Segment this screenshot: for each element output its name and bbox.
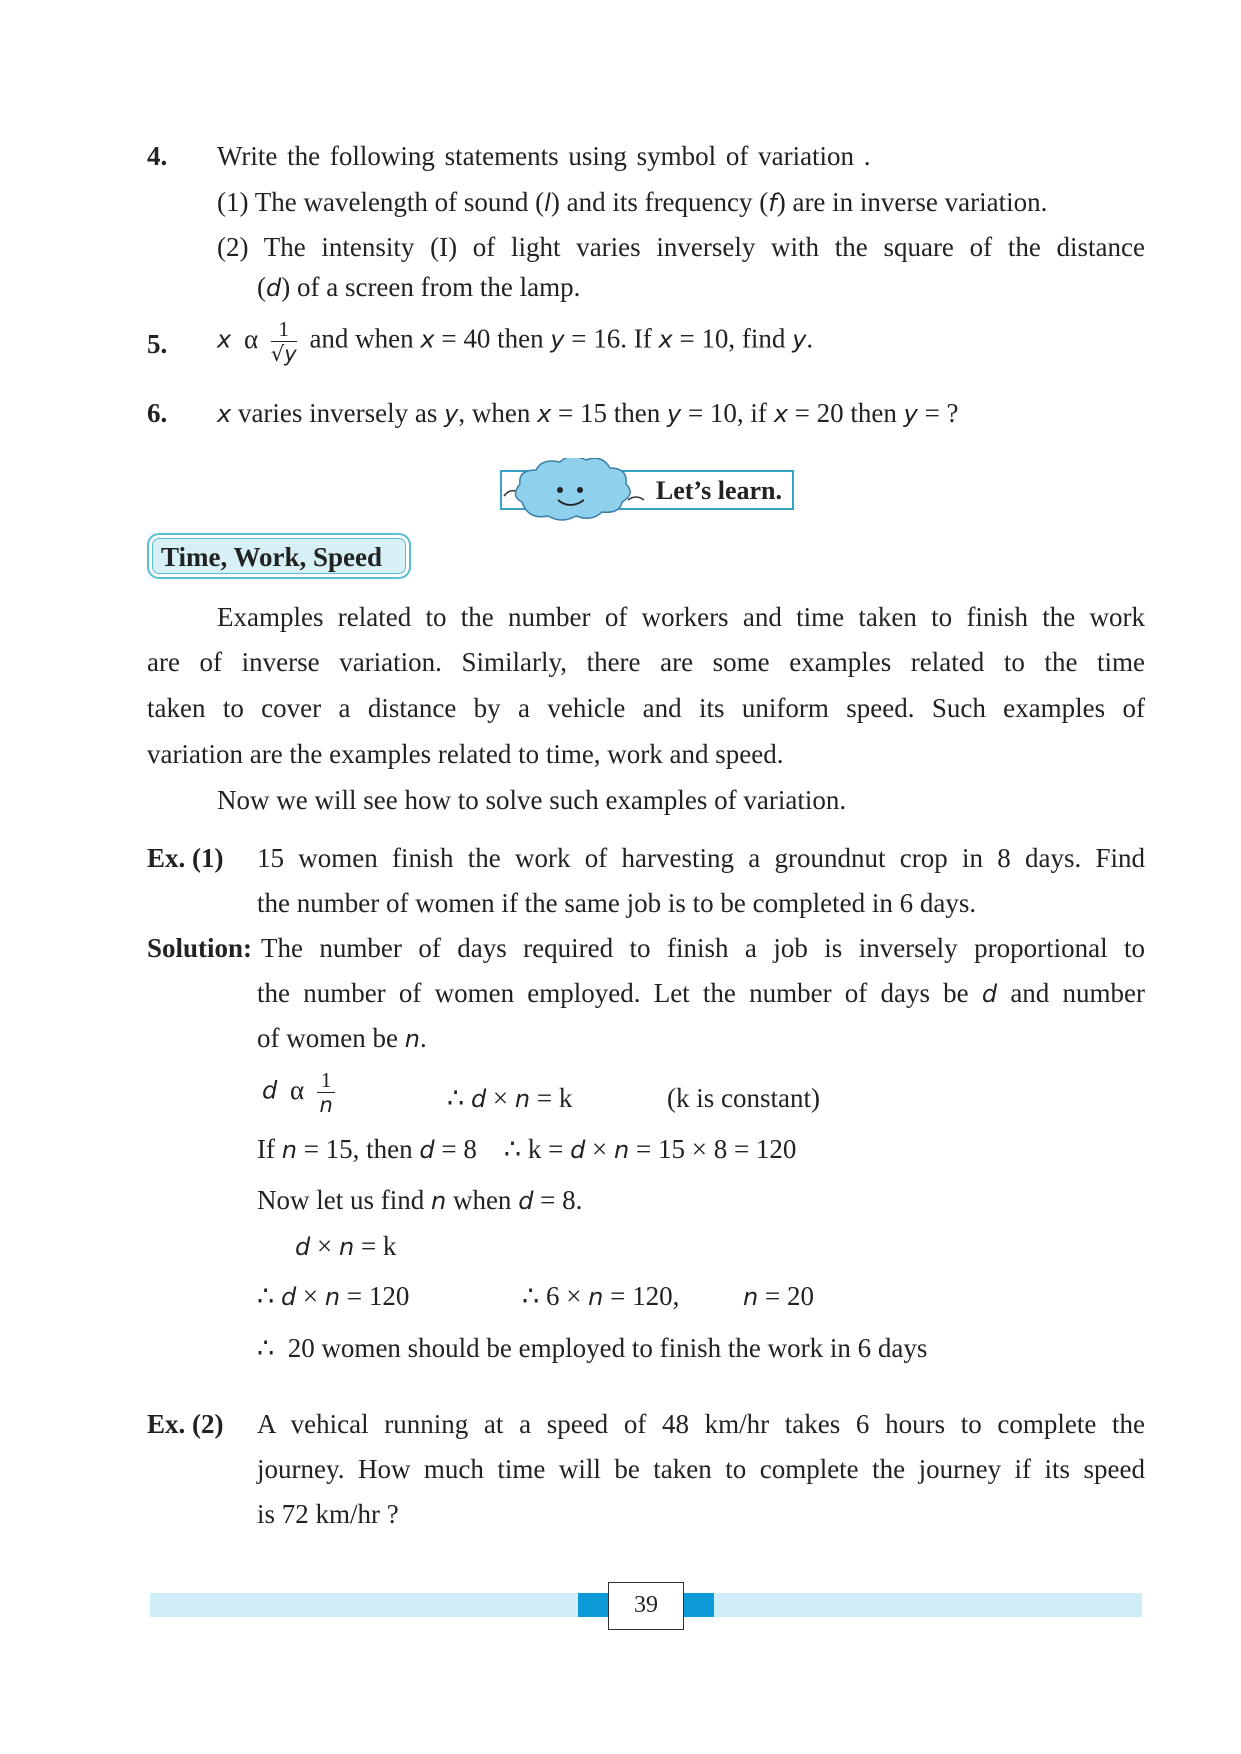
intro-para-2: Now we will see how to solve such examples of variation. [217,785,847,815]
ex1-solution-line-2: the number of women employed. Let the number of days be d and number [257,978,1145,1008]
q4-text: Write the following statements using symbol of variation . [217,141,871,171]
q6-number: 6. [147,398,168,428]
intro-line-1: Examples related to the number of workers and time taken to finish the work [217,602,1145,632]
ex1-product-eq: ∴ d × n = k [447,1083,573,1113]
intro-line-3: taken to cover a distance by a vehicle and its uniform speed. Such examples of [147,693,1145,723]
ex1-variation: d α $\frac{1}{n}$ [262,1068,341,1117]
ex1-conclusion: ∴ 20 women should be employed to finish the work in 6 days [257,1333,928,1363]
lets-learn-banner [500,470,794,510]
ex1-n-20: n = 20 [743,1281,814,1311]
footer-accent-left [578,1593,608,1617]
ex1-find-line: Now let us find n when d = 8. [257,1185,583,1215]
ex2-line-3: is 72 km/hr ? [257,1499,399,1529]
ex1-label: Ex. (1) [147,843,224,873]
q5-fraction: $\frac{1}{√y}$ [270,317,297,366]
q5-number: 5. [147,329,168,359]
q6-statement: x varies inversely as y, when x = 15 then y = 10, if x = 20 then y = ? [217,398,959,428]
cloud-icon [500,458,650,524]
section-title: Time, Work, Speed [161,542,383,572]
ex1-line-2: the number of women if the same job is to be completed in 6 days. [257,888,977,918]
ex1-solution-line-3: of women be n. [257,1023,427,1053]
ex1-if-line: If n = 15, then d = 8 ∴ k = d × n = 15 × 8 = 120 [257,1134,797,1164]
ex2-line-2: journey. How much time will be taken to complete the journey if its speed [257,1454,1145,1484]
ex1-solution-label: Solution: [147,933,253,963]
ex1-solution-line-1: The number of days required to finish a job is inversely proportional to [261,933,1145,963]
ex1-line-1: 15 women finish the work of harvesting a groundnut crop in 8 days. Find [257,843,1145,873]
footer-accent-right [684,1593,714,1617]
ex1-dn-k: d × n = k [295,1231,397,1261]
ex1-dn-120: ∴ d × n = 120 [257,1281,410,1311]
page-number: 39 [608,1582,684,1630]
ex1-6n-120: ∴ 6 × n = 120, [522,1281,680,1311]
q4-sub1: (1) The wavelength of sound (l) and its frequency (f) are in inverse variation. [217,187,1048,217]
lets-learn-label: Let’s learn. [655,476,782,505]
q5-statement: x α $\frac{1}{√y}$ and when x = 40 then y = 16. If x = 10, find y. [217,317,814,366]
q4-number: 4. [147,141,168,171]
intro-line-2: are of inverse variation. Similarly, there are some examples related to the time [147,647,1145,677]
intro-line-4: variation are the examples related to time, work and speed. [147,739,784,769]
section-heading [147,533,411,579]
ex2-line-1: A vehical running at a speed of 48 km/hr takes 6 hours to complete the [257,1409,1145,1439]
q4-sub2-line1: (2) The intensity (I) of light varies inversely with the square of the distance [217,232,1145,262]
ex2-label: Ex. (2) [147,1409,224,1439]
q4-sub2-line2: (d) of a screen from the lamp. [257,272,581,302]
ex1-k-constant: (k is constant) [667,1083,820,1113]
